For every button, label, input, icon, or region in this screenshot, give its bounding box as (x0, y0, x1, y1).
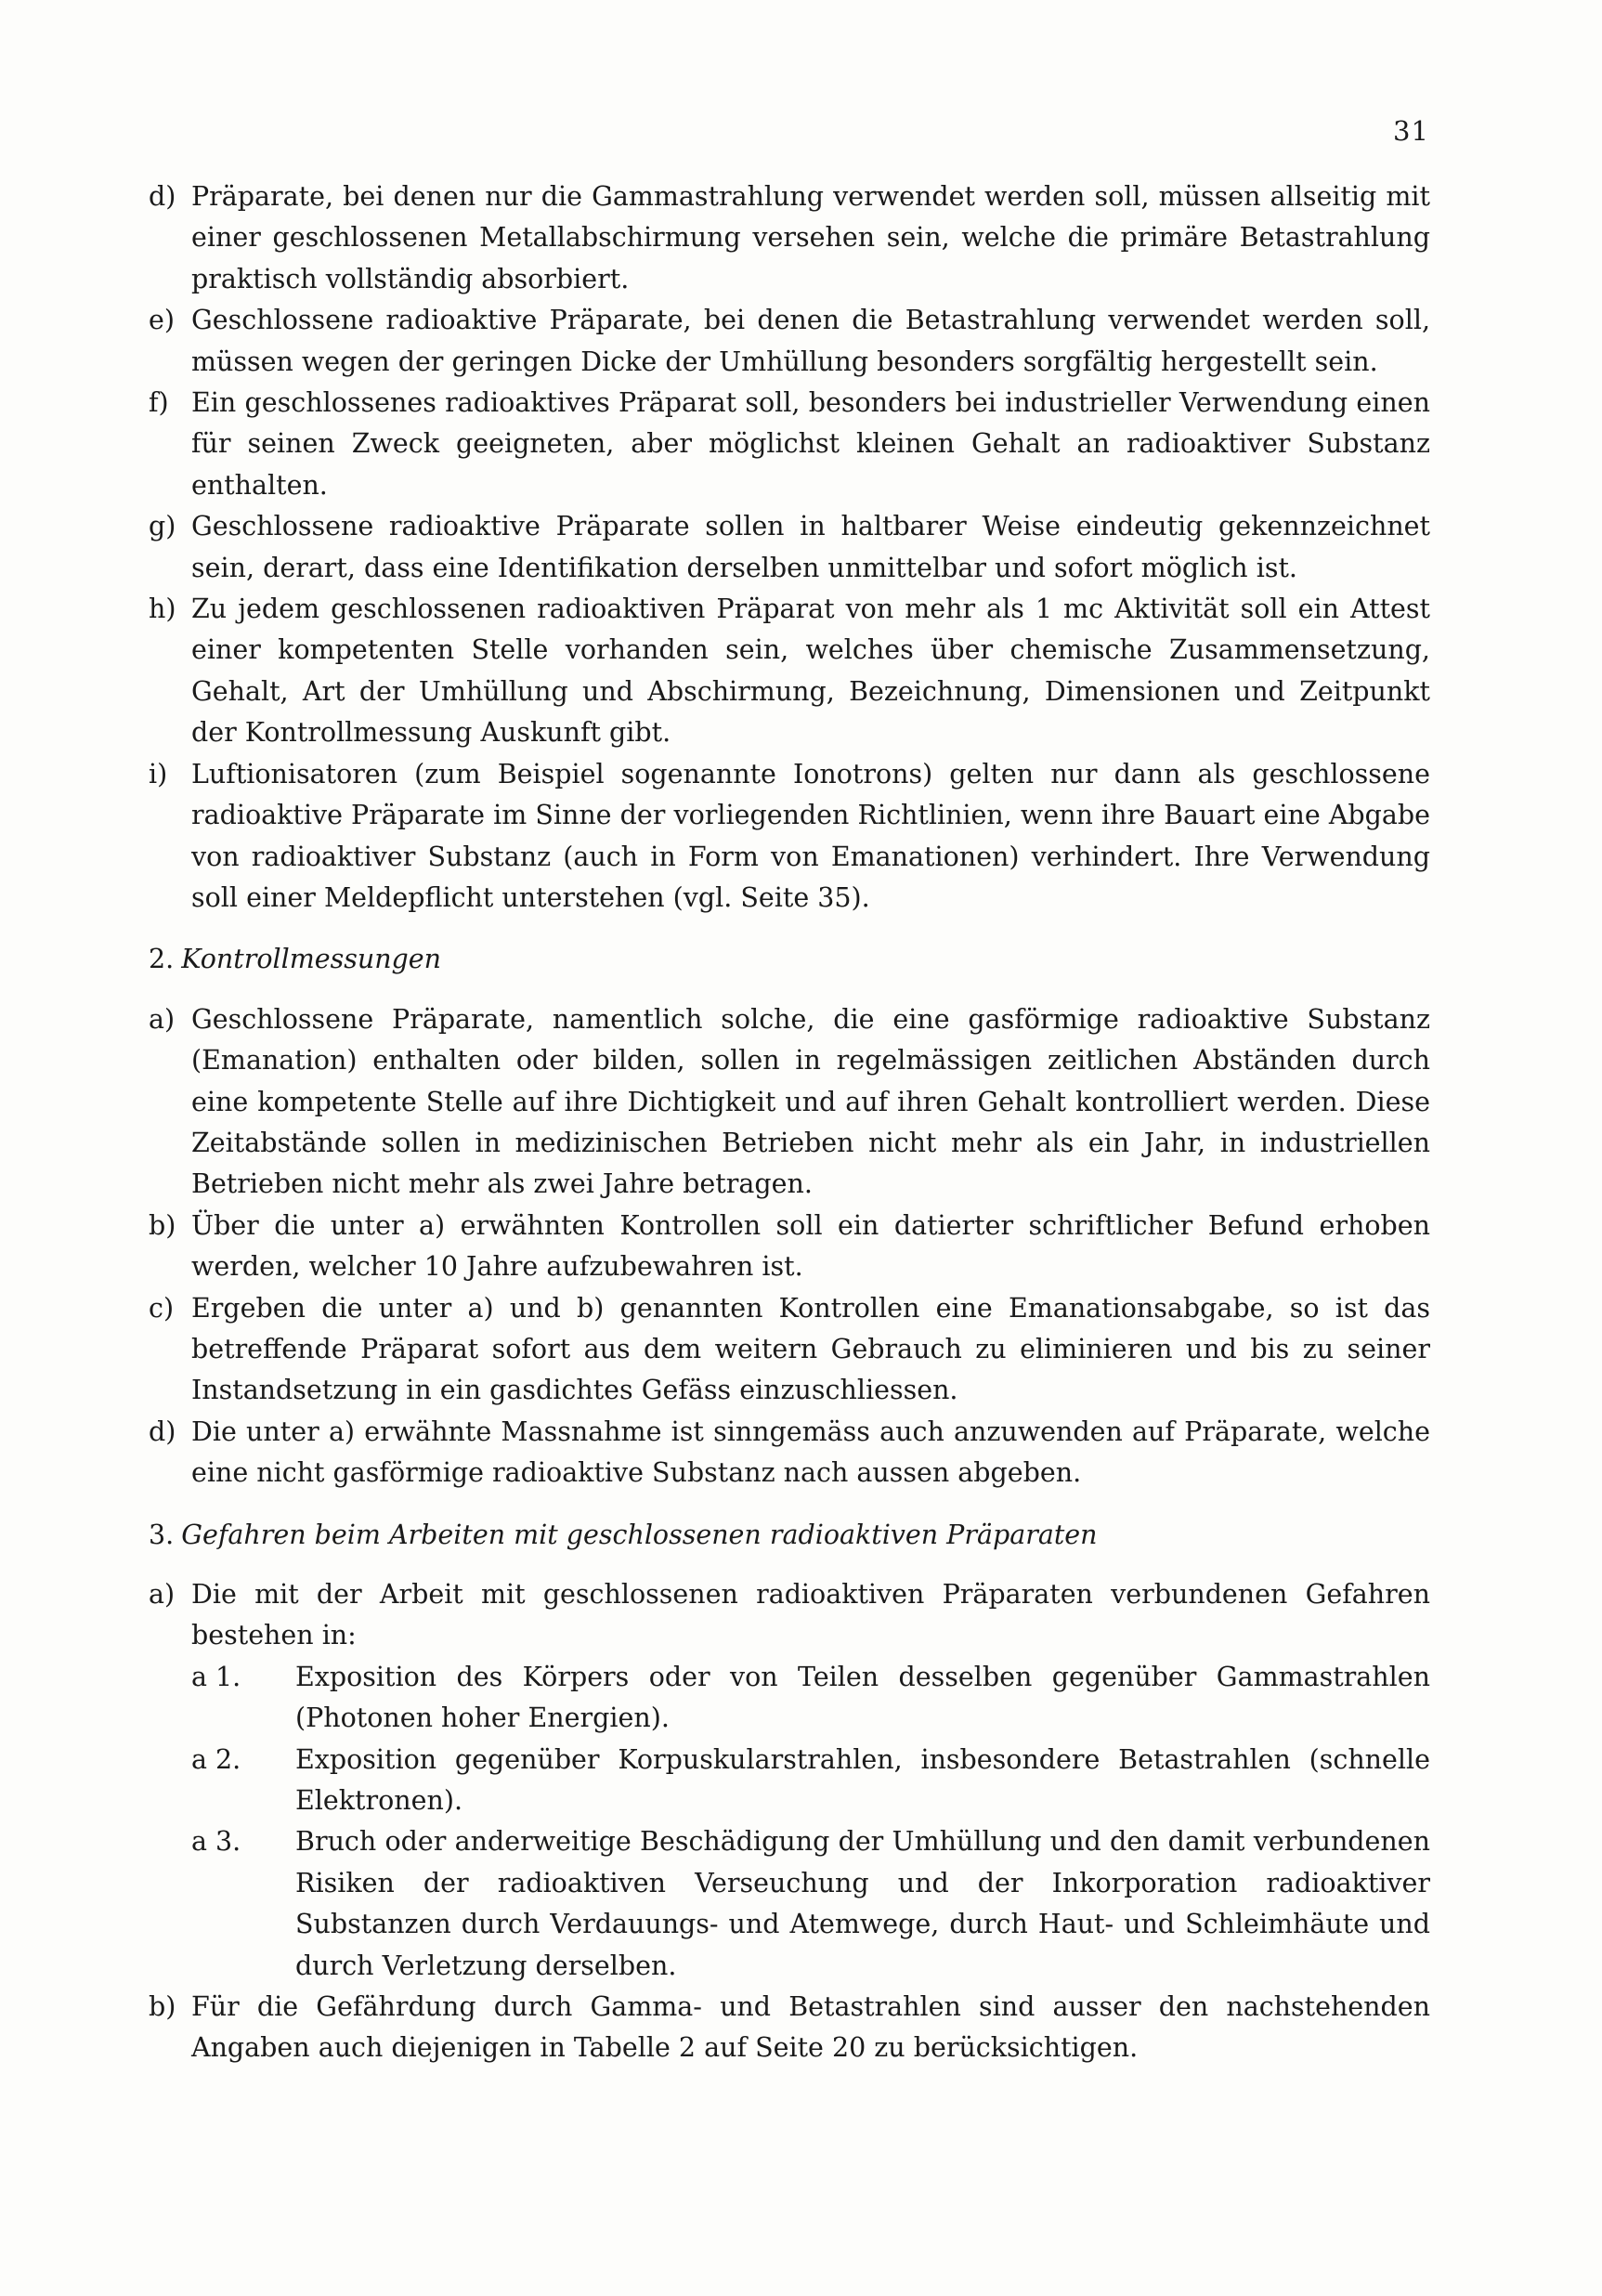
item-label: g) (149, 511, 176, 542)
list-item (149, 1987, 1430, 2069)
item-label: b) (149, 1209, 176, 1241)
list-item (149, 754, 1430, 920)
sub-list (191, 1657, 1430, 1987)
section-title: Gefahren beim Arbeiten mit geschlossenen radioaktiven Präparaten (181, 1519, 1098, 1550)
item-text: Die mit der Arbeit mit geschlossenen radioaktiven Präparaten verbundenen Gefahren bestehen in: (191, 1579, 1430, 1651)
item-text: Die unter a) erwähnte Massnahme ist sinngemäss auch anzuwenden auf Präparate, welche eine nicht gasförmige radioaktive Substanz nach aussen abgeben. (191, 1415, 1430, 1489)
list-item (149, 1206, 1430, 1288)
section-number: 3. (149, 1519, 175, 1550)
list-item (149, 1288, 1430, 1412)
sub-item-label: a 1. (191, 1661, 241, 1692)
list-item (149, 589, 1430, 754)
section-heading (149, 939, 1430, 980)
item-label: d) (149, 1415, 176, 1447)
sub-list-item (191, 1740, 1430, 1822)
section-title: Kontrollmessungen (181, 944, 442, 975)
sub-list-item (191, 1657, 1430, 1740)
item-text: Ein geschlossenes radioaktives Präparat soll, besonders bei industrieller Verwendung einen für seinen Zweck geeigneten, aber möglichst kleinen Gehalt an radioaktiver Substanz enthalten. (191, 387, 1430, 501)
item-text: Für die Gefährdung durch Gamma- und Betastrahlen sind ausser den nachstehenden Angaben auch diejenigen in Tabelle 2 auf Seite 20 zu berücksichtigen. (191, 1991, 1430, 2064)
list-item (149, 176, 1430, 300)
page-number: 31 (1393, 115, 1429, 147)
list-item (149, 300, 1430, 383)
item-label: h) (149, 594, 176, 625)
item-label: a) (149, 1003, 176, 1035)
item-text: Luftionisatoren (zum Beispiel sogenannte Ionotrons) gelten nur dann als geschlossene radioaktive Präparate im Sinne der vorliegenden Richtlinien, wenn ihre Bauart eine Abgabe von radioaktiver Substanz (auch in Form von Emanationen) verhindert. Ihre Verwendung soll einer Meldepflicht unterstehen (vgl. Seite 35). (191, 758, 1430, 913)
item-label: i) (149, 758, 168, 789)
sub-item-label: a 2. (191, 1743, 241, 1775)
sub-list-item (191, 1821, 1430, 1987)
list-item (149, 999, 1430, 1206)
list-item (149, 1412, 1430, 1494)
item-text: Zu jedem geschlossenen radioaktiven Präparat von mehr als 1 mc Aktivität soll ein Attest einer kompetenten Stelle vorhanden sein, welches über chemische Zusammensetzung, Gehalt, Art der Umhüllung und Abschirmung, Bezeichnung, Dimensionen und Zeitpunkt der Kontrollmessung Auskunft gibt. (191, 594, 1430, 749)
item-label: e) (149, 305, 175, 336)
sub-item-label: a 3. (191, 1826, 241, 1858)
sub-item-text: Bruch oder anderweitige Beschädigung der Umhüllung und den damit verbundenen Risiken der radioaktiven Verseuchung und der Inkorporation radioaktiver Substanzen durch Verdauungs- und Atemwege, durch Haut- und Schleimhäute und durch Verletzung derselben. (295, 1826, 1430, 1981)
sub-item-text: Exposition gegenüber Korpuskularstrahlen, insbesondere Betastrahlen (schnelle Elektronen). (295, 1743, 1430, 1817)
item-text: Präparate, bei denen nur die Gammastrahlung verwendet werden soll, müssen allseitig mit einer geschlossenen Metallabschirmung versehen sein, welche die primäre Betastrahlung praktisch vollständig absorbiert. (191, 181, 1430, 294)
item-text: Geschlossene radioaktive Präparate sollen in haltbarer Weise eindeutig gekennzeichnet sein, derart, dass eine Identifikation derselben unmittelbar und sofort möglich ist. (191, 511, 1430, 583)
list-item (149, 383, 1430, 506)
item-text: Geschlossene Präparate, namentlich solche, die eine gasförmige radioaktive Substanz (Emanation) enthalten oder bilden, sollen in regelmässigen zeitlichen Abständen durch eine kompetente Stelle auf ihre Dichtigkeit und auf ihren Gehalt kontrolliert werden. Diese Zeitabstände sollen in medizinischen Betrieben nicht mehr als ein Jahr, in industriellen Betrieben nicht mehr als zwei Jahre betragen. (191, 1003, 1430, 1200)
page-content (149, 176, 1430, 2069)
sub-item-text: Exposition des Körpers oder von Teilen desselben gegenüber Gammastrahlen (Photonen hoher Energien). (295, 1661, 1430, 1734)
item-text: Über die unter a) erwähnten Kontrollen soll ein datierter schriftlicher Befund erhoben werden, welcher 10 Jahre aufzubewahren ist. (191, 1209, 1430, 1283)
section-heading (149, 1515, 1430, 1556)
item-label: f) (149, 387, 169, 419)
section-number: 2. (149, 944, 175, 975)
item-label: d) (149, 181, 176, 212)
item-label: a) (149, 1579, 176, 1610)
item-label: b) (149, 1991, 176, 2023)
item-label: c) (149, 1292, 175, 1324)
item-text: Geschlossene radioaktive Präparate, bei denen die Betastrahlung verwendet werden soll, müssen wegen der geringen Dicke der Umhüllung besonders sorgfältig hergestellt sein. (191, 305, 1430, 377)
item-text: Ergeben die unter a) und b) genannten Kontrollen eine Emanationsabgabe, so ist das betreffende Präparat sofort aus dem weitern Gebrauch zu eliminieren und bis zu seiner Instandsetzung in ein gasdichtes Gefäss einzuschliessen. (191, 1292, 1430, 1406)
list-item (149, 506, 1430, 589)
list-item (149, 1574, 1430, 1987)
